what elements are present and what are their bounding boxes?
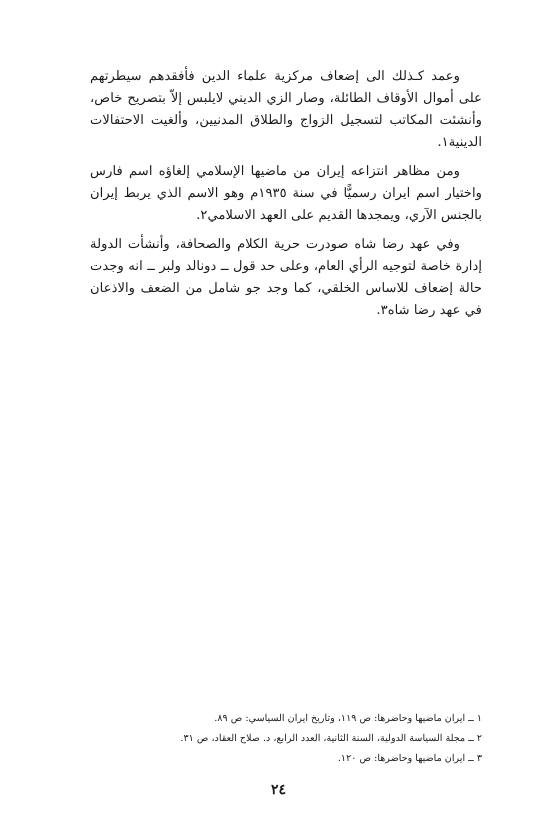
paragraph-2: ومن مظاهر انتزاعه إيران من ماضيها الإسلامي إلغاؤه اسم فارس واختيار اسم ايران رسميًّا في سنة ١٩٣٥م وهو الاسم الذي يربط إيران بالجنس الآري، ويمجدها القديم على العهد الاسلامي٢.: [90, 164, 482, 223]
paragraph-3: وفي عهد رضا شاه صودرت حرية الكلام والصحافة، وأنشأت الدولة إدارة خاصة لتوجيه الرأي العام، وعلى حد قول ــ دونالد ولبر ــ انه وجدت حالة إضعاف للاساس الخلقي، كما وجد جو شامل من الضعف والاذعان في عهد رضا شاه٣.: [90, 237, 482, 318]
page-number: ٢٤: [270, 782, 287, 798]
footnote-1: ١ ــ ايران ماضيها وحاضرها: ص ١١٩، وتاريخ ايران السياسي: ص ٨٩.: [214, 713, 482, 724]
footnote-3: ٣ ــ ايران ماضيها وحاضرها: ص ١٢٠.: [337, 753, 482, 764]
footnote-2: ٢ ــ مجلة السياسة الدولية، السنة الثانية، العدد الرابع، د. صلاح العقاد، ص ٣١.: [180, 733, 482, 744]
footnotes: [180, 709, 482, 769]
body-text: [90, 66, 482, 329]
paragraph-1: وعمد كـذلك الى إضعاف مركزية علماء الدين فأفقدهم سيطرتهم على أموال الأوقاف الطائلة، وصار الزي الديني لايلبس إلاّ بتصريح خاص، وأنشئت المكاتب لتسجيل الزواج والطلاق المدنيين، وألغيت الاحتفالات الدينية١.: [90, 69, 482, 150]
